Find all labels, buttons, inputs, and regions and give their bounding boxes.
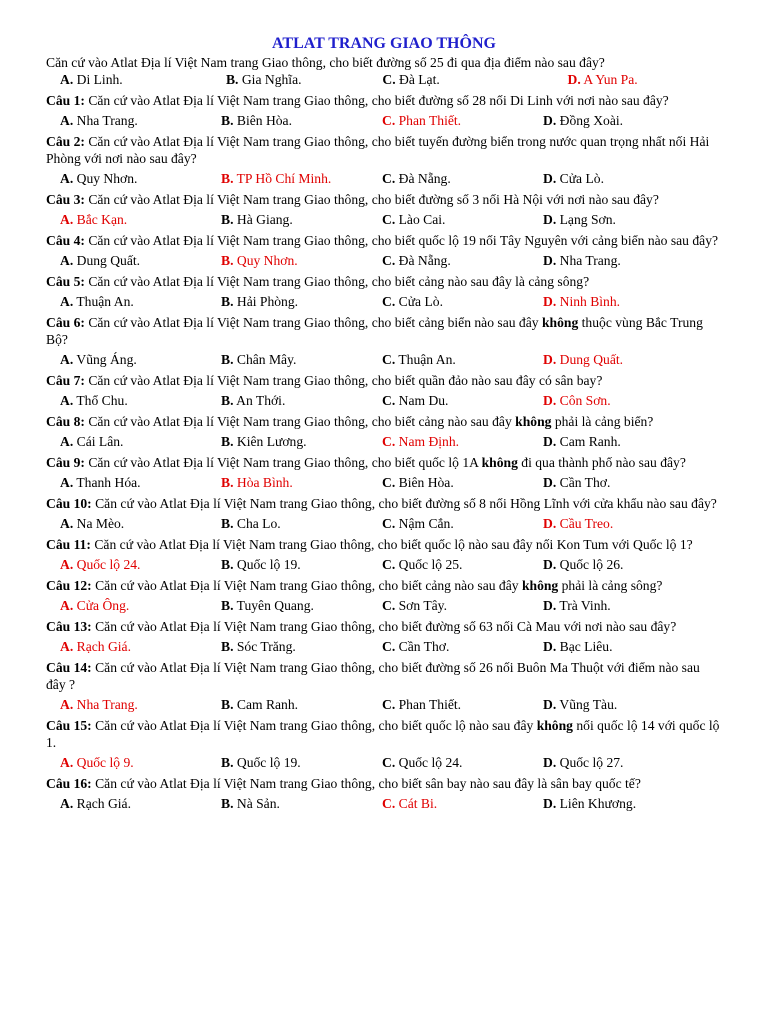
option-a: A. Nha Trang. [60,113,138,128]
option-c: C. Nam Du. [382,393,449,408]
question-emphasis: không [515,414,552,429]
question-number: Câu 15: [46,718,92,733]
question-5-options [60,293,722,310]
option-a: A. Thanh Hóa. [60,475,141,490]
option-a: A. Quốc lộ 9. [60,755,134,770]
option-b: B. TP Hồ Chí Minh. [221,171,332,186]
option-b: B. Kiên Lương. [221,434,307,449]
question-text: Căn cứ vào Atlat Địa lí Việt Nam trang Giao thông, cho biết tuyến đường biển trong nước quan trọng nhất nối Hải Phòng với nơi nào sau đây? [46,134,710,166]
question-10 [46,495,722,512]
question-number: Câu 13: [46,619,92,634]
question-text: thuộc vùng Bắc Trung Bộ? [46,315,703,347]
option-d: D. Quốc lộ 26. [543,557,624,572]
option-d: D. Côn Sơn. [543,393,611,408]
question-2 [46,133,722,167]
option-a: A. Cửa Ông. [60,598,130,613]
question-text: Căn cứ vào Atlat Địa lí Việt Nam trang Giao thông, cho biết quốc lộ 19 nối Tây Nguyên với cảng biển nào sau đây? [88,233,719,248]
question-emphasis: không [521,578,559,593]
question-text: Căn cứ vào Atlat Địa lí Việt Nam trang Giao thông, cho biết quốc lộ 1A [88,455,482,470]
intro-option-d: D. A Yun Pa. [567,72,638,87]
question-12-options [60,597,722,614]
option-d: D. Cần Thơ. [543,475,611,490]
question-16 [46,775,722,792]
question-number: Câu 12: [46,578,92,593]
question-12 [46,577,722,594]
question-text: Căn cứ vào Atlat Địa lí Việt Nam trang Giao thông, cho biết đường số 3 nối Hà Nội với nơi nào sau đây? [88,192,659,207]
question-text: phải là cảng sông? [558,578,663,593]
option-d: D. Quốc lộ 27. [543,755,624,770]
intro-options [60,71,722,88]
option-b: B. Chân Mây. [221,352,297,367]
question-14 [46,659,722,693]
question-text: Căn cứ vào Atlat Địa lí Việt Nam trang Giao thông, cho biết cảng nào sau đây [95,578,522,593]
option-c: C. Phan Thiết. [382,113,462,128]
question-number: Câu 5: [46,274,85,289]
question-4 [46,232,722,249]
question-text: Căn cứ vào Atlat Địa lí Việt Nam trang Giao thông, cho biết sân bay nào sau đây là sân bay quốc tế? [95,776,641,791]
option-b: B. Cha Lo. [221,516,281,531]
question-6 [46,314,722,348]
option-b: B. An Thới. [221,393,286,408]
question-14-options [60,696,722,713]
question-2-options [60,170,722,187]
option-d: D. Lạng Sơn. [543,212,616,227]
question-7-options [60,392,722,409]
question-text: nối quốc lộ 14 với quốc lộ 1. [46,718,720,750]
option-a: A. Thổ Chu. [60,393,128,408]
question-13-options [60,638,722,655]
option-d: D. Cam Ranh. [543,434,621,449]
question-number: Câu 9: [46,455,85,470]
question-number: Câu 1: [46,93,85,108]
question-emphasis: không [536,718,573,733]
option-c: C. Đà Nẵng. [382,253,451,268]
option-c: C. Nam Định. [382,434,460,449]
option-a: A. Quốc lộ 24. [60,557,141,572]
option-c: C. Đà Nẵng. [382,171,451,186]
option-c: C. Quốc lộ 25. [382,557,463,572]
option-a: A. Quy Nhơn. [60,171,138,186]
option-d: D. Trà Vinh. [543,598,611,613]
intro-option-a: A. Di Linh. [60,72,123,87]
question-text: Căn cứ vào Atlat Địa lí Việt Nam trang Giao thông, cho biết quốc lộ nào sau đây nối Kon Tum với Quốc lộ 1? [94,537,693,552]
question-text: Căn cứ vào Atlat Địa lí Việt Nam trang Giao thông, cho biết cảng biển nào sau đây [88,315,542,330]
question-number: Câu 11: [46,537,91,552]
question-6-options [60,351,722,368]
intro-question [46,54,722,71]
question-13 [46,618,722,635]
page-title: ATLAT TRANG GIAO THÔNG [272,35,496,52]
question-emphasis: không [541,315,579,330]
question-text: Căn cứ vào Atlat Địa lí Việt Nam trang Giao thông, cho biết đường số 26 nối Buôn Ma Thuột với điểm nào sau đây ? [46,660,700,692]
question-number: Câu 14: [46,660,92,675]
question-3 [46,191,722,208]
option-b: B. Quốc lộ 19. [221,557,301,572]
question-list [46,92,722,812]
question-text: Căn cứ vào Atlat Địa lí Việt Nam trang Giao thông, cho biết cảng nào sau đây [88,414,516,429]
option-b: B. Tuyên Quang. [221,598,314,613]
question-3-options [60,211,722,228]
intro-option-c: C. Đà Lạt. [382,72,440,87]
option-d: D. Vũng Tàu. [543,697,618,712]
question-text: Căn cứ vào Atlat Địa lí Việt Nam trang Giao thông, cho biết đường số 28 nối Di Linh với nơi nào sau đây? [88,93,669,108]
option-a: A. Dung Quất. [60,253,141,268]
question-number: Câu 16: [46,776,92,791]
option-c: C. Sơn Tây. [382,598,447,613]
option-b: B. Nà Sản. [221,796,280,811]
question-number: Câu 6: [46,315,85,330]
option-d: D. Nha Trang. [543,253,621,268]
question-text: đi qua thành phố nào sau đây? [517,455,686,470]
question-text: phải là cảng biển? [551,414,654,429]
option-d: D. Cửa Lò. [543,171,604,186]
option-c: C. Nậm Cắn. [382,516,454,531]
question-8-options [60,433,722,450]
option-b: B. Hòa Bình. [221,475,293,490]
intro-question-text: Căn cứ vào Atlat Địa lí Việt Nam trang Giao thông, cho biết đường số 25 đi qua địa điểm nào sau đây? [46,55,605,70]
question-1-options [60,112,722,129]
option-b: B. Quy Nhơn. [221,253,298,268]
question-7 [46,372,722,389]
question-11 [46,536,722,553]
question-text: Căn cứ vào Atlat Địa lí Việt Nam trang Giao thông, cho biết quần đảo nào sau đây có sân bay? [88,373,603,388]
option-a: A. Vũng Áng. [60,352,137,367]
question-text: Căn cứ vào Atlat Địa lí Việt Nam trang Giao thông, cho biết quốc lộ nào sau đây [95,718,537,733]
option-b: B. Hà Giang. [221,212,293,227]
question-text: Căn cứ vào Atlat Địa lí Việt Nam trang Giao thông, cho biết đường số 8 nối Hồng Lĩnh với cửa khẩu nào sau đây? [95,496,717,511]
question-number: Câu 7: [46,373,85,388]
option-a: A. Na Mèo. [60,516,125,531]
option-b: B. Sóc Trăng. [221,639,296,654]
option-c: C. Cần Thơ. [382,639,450,654]
option-a: A. Rạch Giá. [60,639,131,654]
question-number: Câu 4: [46,233,85,248]
question-number: Câu 8: [46,414,85,429]
question-15-options [60,754,722,771]
option-a: A. Bắc Kạn. [60,212,128,227]
option-d: D. Cầu Treo. [543,516,614,531]
question-number: Câu 3: [46,192,85,207]
option-b: B. Quốc lộ 19. [221,755,301,770]
option-a: A. Nha Trang. [60,697,138,712]
option-c: C. Phan Thiết. [382,697,462,712]
option-d: D. Đồng Xoài. [543,113,624,128]
option-b: B. Cam Ranh. [221,697,299,712]
question-9 [46,454,722,471]
question-11-options [60,556,722,573]
option-a: A. Cái Lân. [60,434,124,449]
option-c: C. Biên Hòa. [382,475,454,490]
question-10-options [60,515,722,532]
option-c: C. Cửa Lò. [382,294,443,309]
question-emphasis: không [481,455,518,470]
question-5 [46,273,722,290]
question-4-options [60,252,722,269]
intro-option-b: B. Gia Nghĩa. [225,72,302,87]
question-number: Câu 2: [46,134,85,149]
question-1 [46,92,722,109]
question-text: Căn cứ vào Atlat Địa lí Việt Nam trang Giao thông, cho biết cảng nào sau đây là cảng sông? [88,274,590,289]
option-b: B. Hải Phòng. [221,294,299,309]
option-b: B. Biên Hòa. [221,113,292,128]
question-15 [46,717,722,751]
option-d: D. Liên Khương. [543,796,637,811]
option-c: C. Quốc lộ 24. [382,755,463,770]
option-c: C. Cát Bi. [382,796,438,811]
question-16-options [60,795,722,812]
question-9-options [60,474,722,491]
option-d: D. Dung Quất. [543,352,624,367]
option-a: A. Rạch Giá. [60,796,131,811]
question-text: Căn cứ vào Atlat Địa lí Việt Nam trang Giao thông, cho biết đường số 63 nối Cà Mau với nơi nào sau đây? [95,619,677,634]
question-8 [46,413,722,430]
option-c: C. Thuận An. [382,352,456,367]
option-d: D. Ninh Bình. [543,294,621,309]
question-number: Câu 10: [46,496,92,511]
option-d: D. Bạc Liêu. [543,639,613,654]
option-a: A. Thuận An. [60,294,134,309]
option-c: C. Lào Cai. [382,212,446,227]
